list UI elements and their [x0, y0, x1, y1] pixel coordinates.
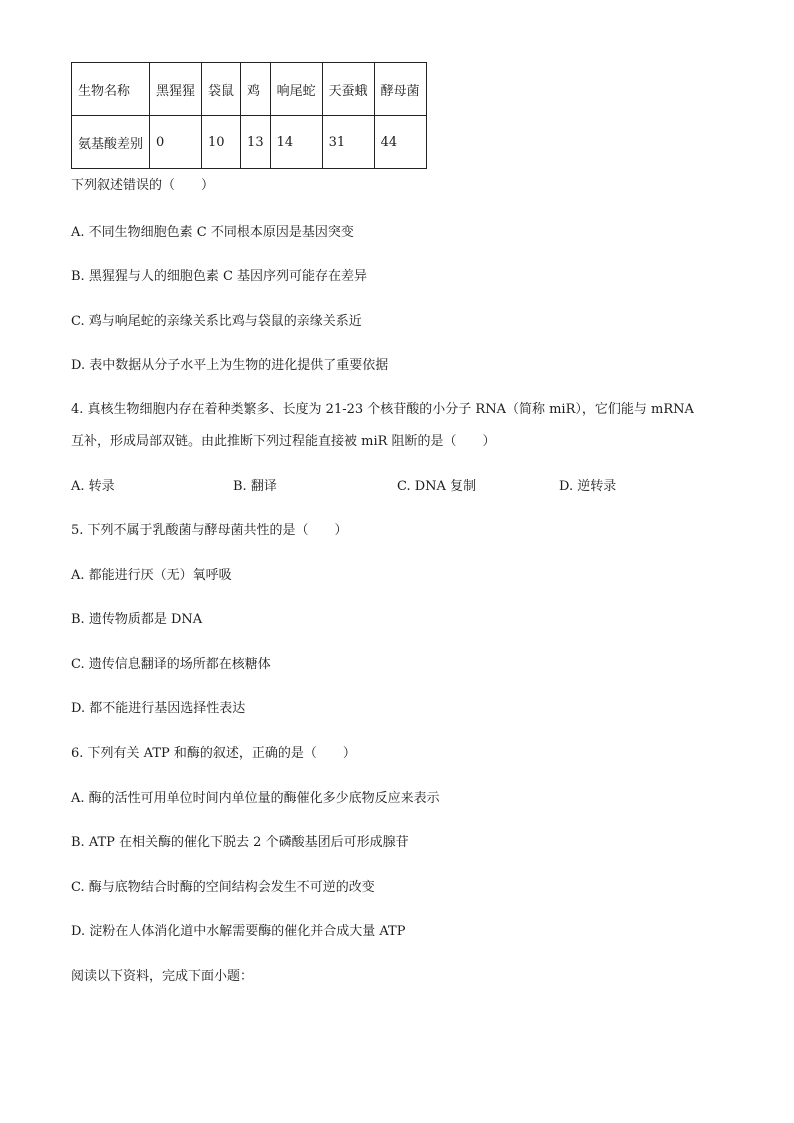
table-cell: 0 — [150, 116, 202, 169]
question-stem: 4. 真核生物细胞内存在着种类繁多、长度为 21-23 个核苷酸的小分子 RNA（简称 miR），它们能与 mRNA — [71, 402, 694, 417]
option-c: C. DNA 复制 — [397, 479, 477, 494]
question-stem: 5. 下列不属于乳酸菌与酵母菌共性的是（ ） — [71, 523, 348, 538]
option-d: D. 淀粉在人体消化道中水解需要酶的催化并合成大量 ATP — [71, 924, 406, 939]
table-cell: 袋鼠 — [202, 63, 241, 116]
option-d: D. 逆转录 — [559, 479, 617, 494]
table-cell: 13 — [241, 116, 271, 169]
option-a: A. 转录 — [71, 479, 115, 494]
option-d: D. 表中数据从分子水平上为生物的进化提供了重要依据 — [71, 358, 389, 373]
table-cell: 酵母菌 — [374, 63, 426, 116]
amino-acid-difference-table — [71, 62, 427, 169]
question-stem: 6. 下列有关 ATP 和酶的叙述，正确的是（ ） — [71, 746, 356, 761]
option-c: C. 鸡与响尾蛇的亲缘关系比鸡与袋鼠的亲缘关系近 — [71, 314, 362, 329]
option-b: B. 黑猩猩与人的细胞色素 C 基因序列可能存在差异 — [71, 269, 368, 284]
option-a: A. 都能进行厌（无）氧呼吸 — [71, 568, 232, 583]
option-b: B. ATP 在相关酶的催化下脱去 2 个磷酸基团后可形成腺苷 — [71, 835, 409, 850]
option-a: A. 酶的活性可用单位时间内单位量的酶催化多少底物反应来表示 — [71, 791, 440, 806]
table-cell: 44 — [374, 116, 426, 169]
table-cell: 14 — [270, 116, 322, 169]
table-cell: 生物名称 — [72, 63, 150, 116]
option-b: B. 翻译 — [233, 479, 277, 494]
question-stem: 互补，形成局部双链。由此推断下列过程能直接被 miR 阻断的是（ ） — [71, 434, 496, 449]
option-d: D. 都不能进行基因选择性表达 — [71, 701, 246, 716]
table-cell: 31 — [322, 116, 374, 169]
table-header-row — [72, 63, 427, 116]
option-c: C. 遗传信息翻译的场所都在核糖体 — [71, 657, 271, 672]
table-cell: 天蚕蛾 — [322, 63, 374, 116]
reading-instruction: 阅读以下资料，完成下面小题： — [71, 969, 254, 984]
table-cell: 黑猩猩 — [150, 63, 202, 116]
table-cell: 响尾蛇 — [270, 63, 322, 116]
question-stem: 下列叙述错误的（ ） — [71, 178, 215, 193]
table-cell: 鸡 — [241, 63, 271, 116]
option-a: A. 不同生物细胞色素 C 不同根本原因是基因突变 — [71, 225, 354, 240]
table-cell: 10 — [202, 116, 241, 169]
table-cell: 氨基酸差别 — [72, 116, 150, 169]
option-c: C. 酶与底物结合时酶的空间结构会发生不可逆的改变 — [71, 880, 375, 895]
table-row — [72, 116, 427, 169]
option-b: B. 遗传物质都是 DNA — [71, 612, 203, 627]
